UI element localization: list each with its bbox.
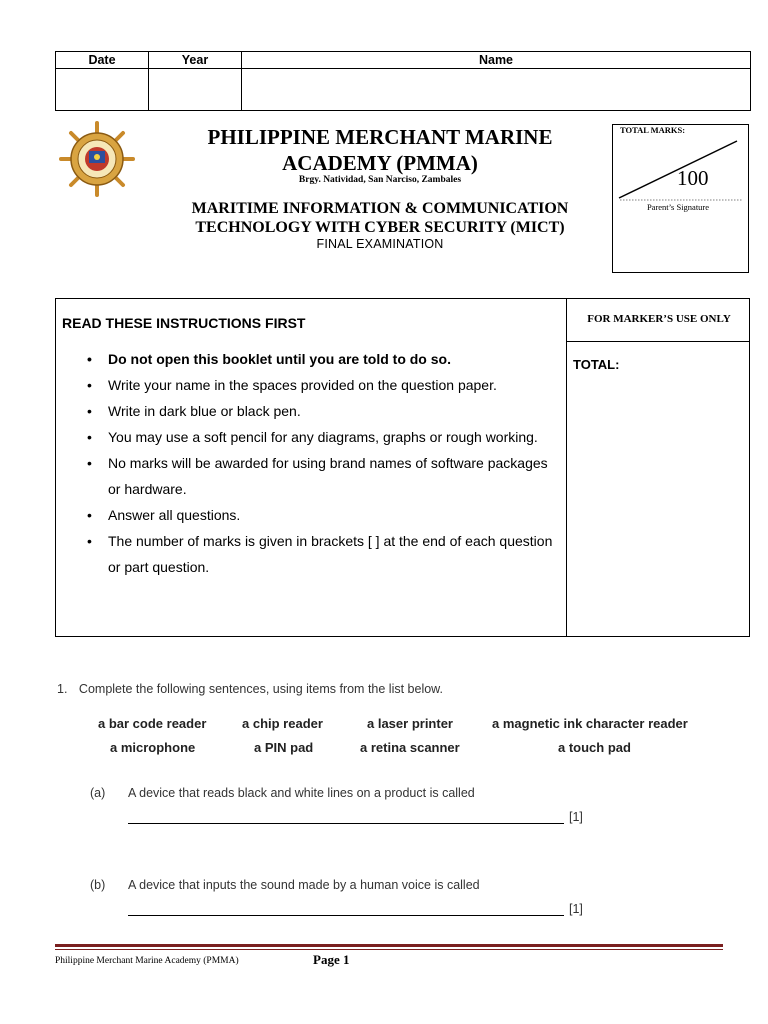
part-a-text: A device that reads black and white lines on a product is called (128, 786, 475, 800)
pmma-seal-logo (59, 121, 135, 197)
footer-rule-thin (55, 949, 723, 950)
bullet-icon: • (87, 455, 92, 471)
question-1 (57, 682, 443, 696)
option-chip-reader: a chip reader (242, 716, 323, 731)
bullet-icon: • (87, 377, 92, 393)
instruction-item: • Write your name in the spaces provided on the question paper. (84, 372, 554, 398)
signature-stroke (612, 124, 749, 273)
footer-rule (55, 944, 723, 947)
part-b-marks: [1] (569, 902, 583, 916)
option-microphone: a microphone (110, 740, 196, 755)
part-b-text: A device that inputs the sound made by a human voice is called (128, 878, 480, 892)
instruction-item: • You may use a soft pencil for any diagrams, graphs or rough working. (84, 424, 554, 450)
school-name-line2: ACADEMY (PMMA) (282, 151, 478, 175)
instructions-divider (566, 298, 567, 637)
instruction-item: • Write in dark blue or black pen. (84, 398, 554, 424)
instruction-item: • The number of marks is given in brackets [ ] at the end of each question or part question. (84, 528, 554, 580)
part-b-label: (b) (90, 878, 106, 892)
parent-signature-label: Parent’s Signature (646, 202, 710, 212)
question-text: Complete the following sentences, using items from the list below. (78, 682, 443, 696)
student-info-table (55, 51, 751, 111)
school-name (160, 124, 600, 176)
exam-title: FINAL EXAMINATION (316, 237, 444, 251)
total-marks-label: TOTAL MARKS: (620, 125, 686, 135)
marker-divider (566, 341, 750, 342)
total-marks-value: 100 (677, 166, 709, 190)
question-number: 1. (57, 682, 68, 696)
school-name-line1: PHILIPPINE MERCHANT MARINE (207, 125, 553, 149)
option-touch-pad: a touch pad (558, 740, 631, 755)
instruction-item: • No marks will be awarded for using brand names of software packages or hardware. (84, 450, 554, 502)
instructions-title: READ THESE INSTRUCTIONS FIRST (62, 315, 306, 331)
option-micr: a magnetic ink character reader (492, 716, 688, 731)
instructions-list (84, 346, 554, 580)
year-header: Year (181, 53, 209, 67)
school-address: Brgy. Natividad, San Narciso, Zambales (298, 175, 462, 185)
option-laser-printer: a laser printer (367, 716, 453, 731)
option-pin-pad: a PIN pad (254, 740, 314, 755)
date-header: Date (88, 53, 116, 67)
bullet-icon: • (87, 429, 92, 445)
instruction-item: • Answer all questions. (84, 502, 554, 528)
bullet-icon: • (87, 403, 92, 419)
part-a-label: (a) (90, 786, 106, 800)
footer-page-number: Page 1 (313, 952, 350, 967)
subject-title-line2: TECHNOLOGY WITH CYBER SECURITY (MICT) (195, 219, 565, 236)
subject-title-line1: MARITIME INFORMATION & COMMUNICATION (191, 200, 569, 217)
part-a-marks: [1] (569, 810, 583, 824)
part-b-answer-line[interactable] (128, 915, 564, 916)
part-a-answer-line[interactable] (128, 823, 564, 824)
name-header: Name (478, 53, 514, 67)
marker-use-title: FOR MARKER’S USE ONLY (587, 313, 731, 325)
bullet-icon: • (87, 507, 92, 523)
footer-school-name: Philippine Merchant Marine Academy (PMMA) (55, 956, 239, 966)
marker-total-label: TOTAL: (573, 357, 620, 372)
bullet-icon: • (87, 351, 92, 367)
subject-title (150, 199, 610, 237)
option-bar-code-reader: a bar code reader (98, 716, 207, 731)
option-retina-scanner: a retina scanner (360, 740, 460, 755)
instruction-item: • Do not open this booklet until you are told to do so. (84, 346, 554, 372)
bullet-icon: • (87, 533, 92, 549)
